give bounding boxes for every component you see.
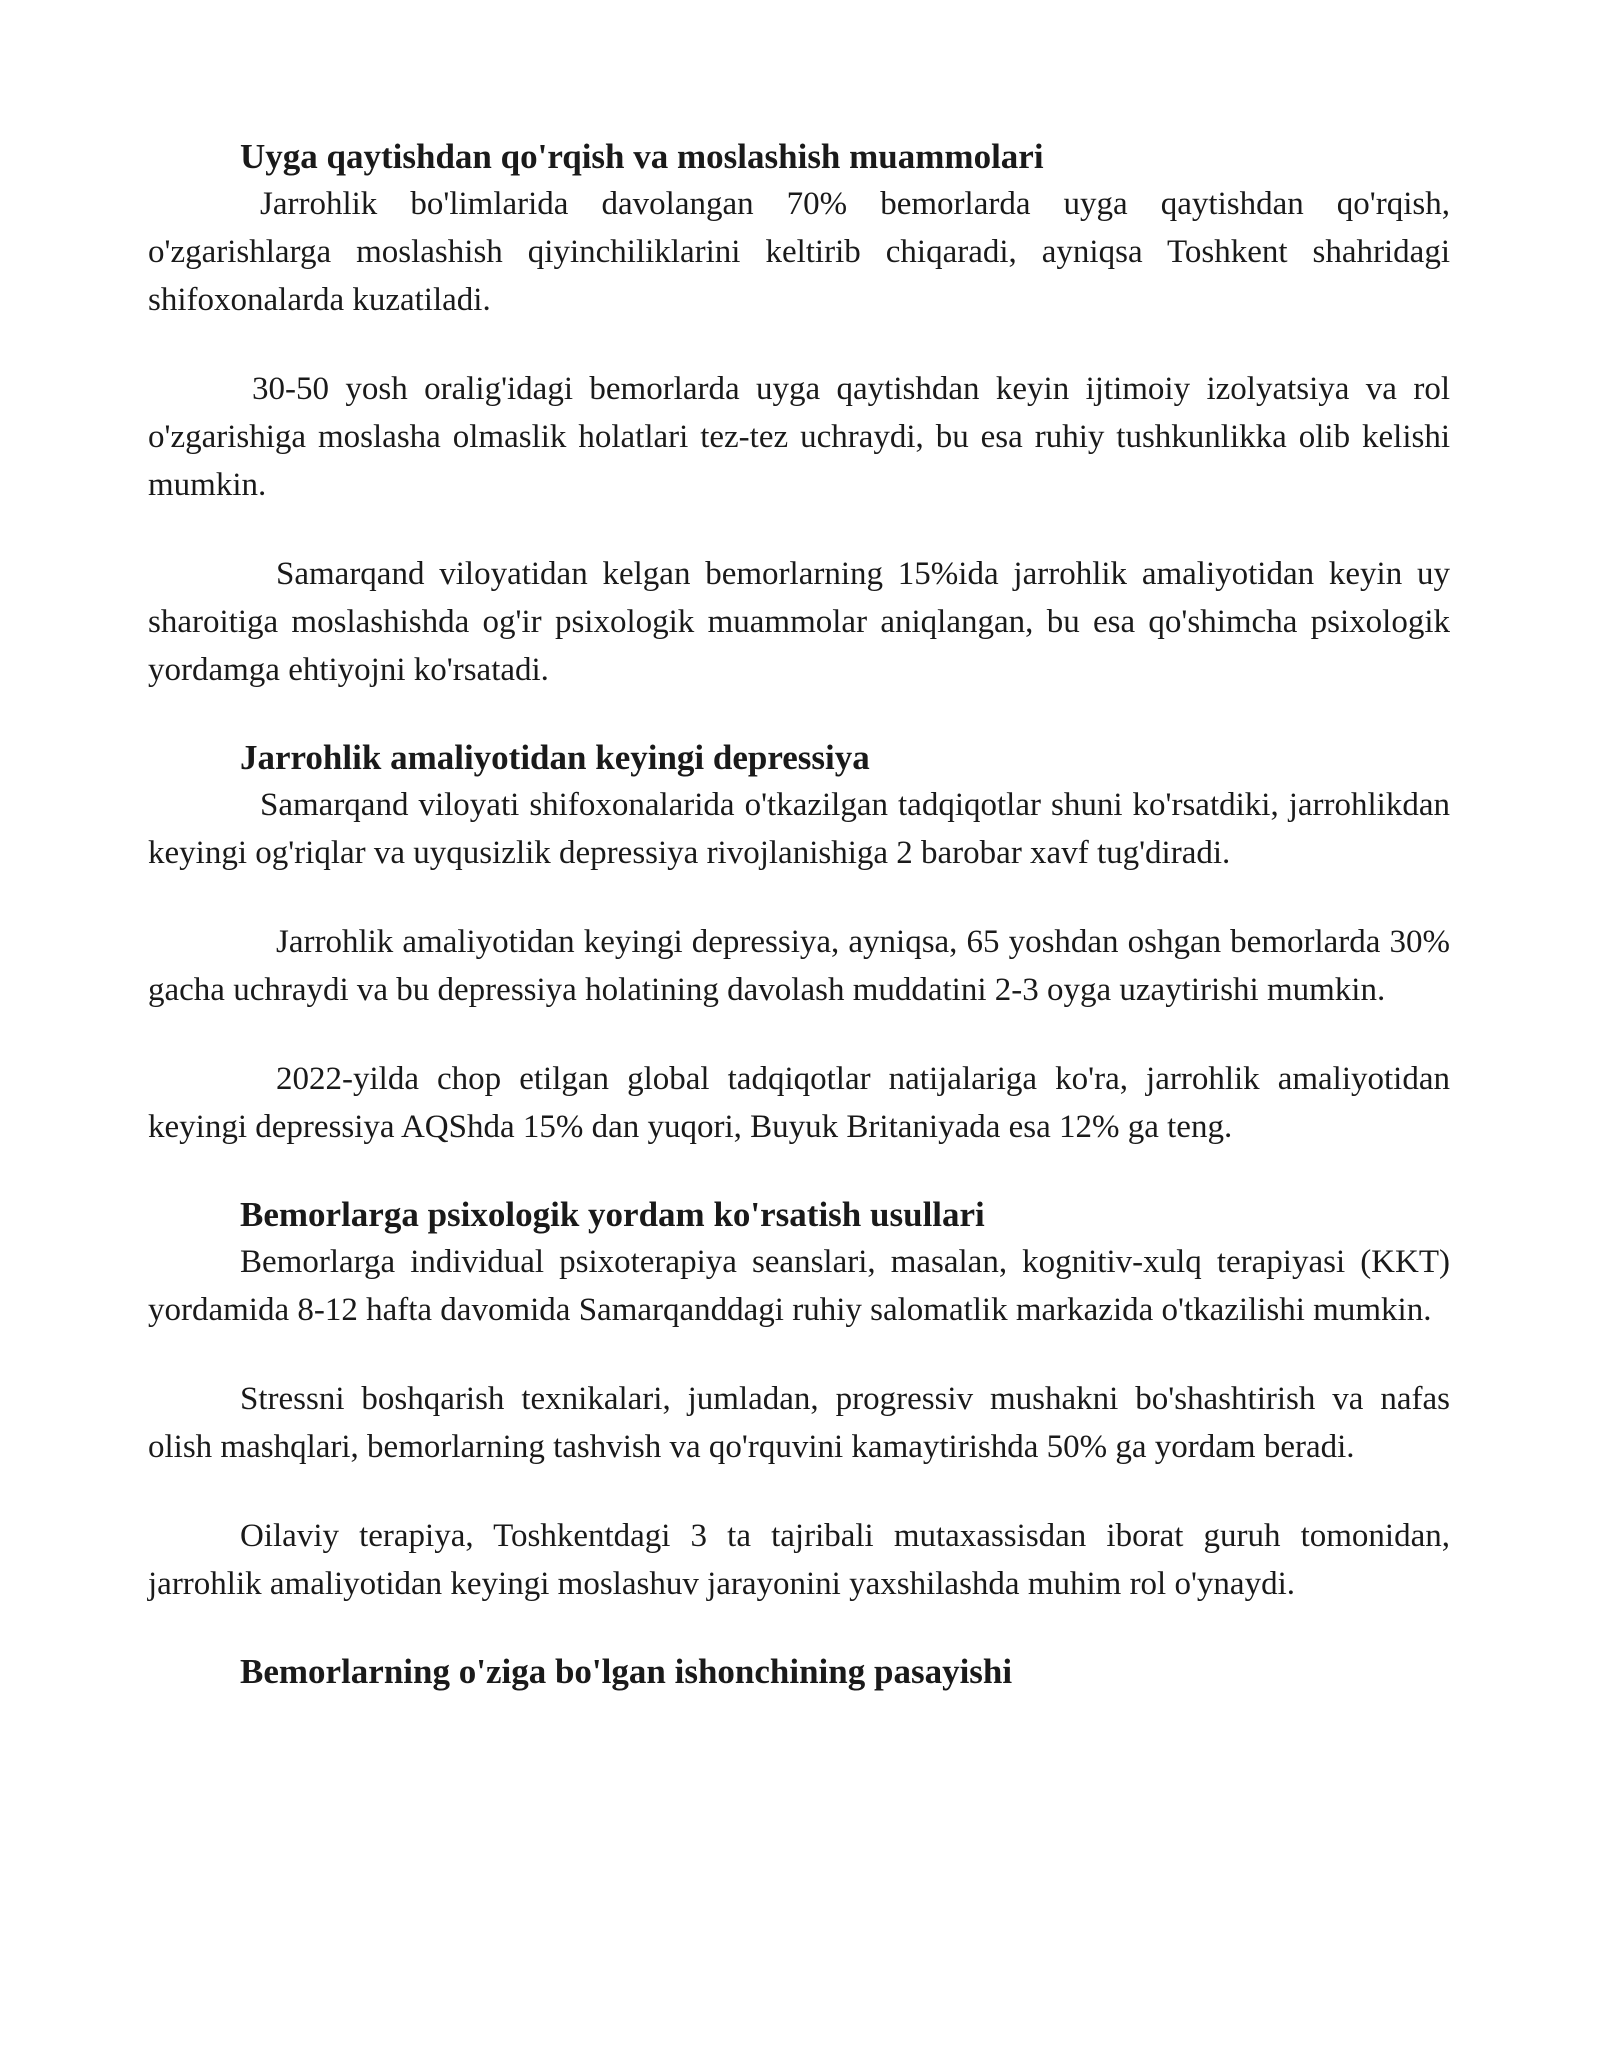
paragraph: Stressni boshqarish texnikalari, jumladan, progressiv mushakni bo'shashtirish va nafas olish mashqlari, bemorlarning tashvish va qo'rquvini kamaytirishda 50% ga yordam beradi. xyxy=(148,1381,1450,1465)
document-body xyxy=(148,134,1450,1695)
paragraph: Jarrohlik bo'limlarida davolangan 70% bemorlarda uyga qaytishdan qo'rqish, o'zgarishlarga moslashish qiyinchiliklarini keltirib chiqaradi, ayniqsa Toshkent shahridagi shifoxonalarda kuzatiladi. xyxy=(148,186,1450,318)
paragraph: Jarrohlik amaliyotidan keyingi depressiya, ayniqsa, 65 yoshdan oshgan bemorlarda 30% gacha uchraydi va bu depressiya holatining davolash muddatini 2-3 oyga uzaytirishi mumkin. xyxy=(148,924,1450,1008)
paragraph: Oilaviy terapiya, Toshkentdagi 3 ta tajribali mutaxassisdan iborat guruh tomonidan, jarrohlik amaliyotidan keyingi moslashuv jarayonini yaxshilashda muhim rol o'ynaydi. xyxy=(148,1518,1450,1602)
paragraph: Bemorlarga individual psixoterapiya seanslari, masalan, kognitiv-xulq terapiyasi (KKT) yordamida 8-12 hafta davomida Samarqanddagi ruhiy salomatlik markazida o'tkazilishi mumkin. xyxy=(148,1244,1450,1328)
paragraph: 2022-yilda chop etilgan global tadqiqotlar natijalariga ko'ra, jarrohlik amaliyotidan keyingi depressiya AQShda 15% dan yuqori, Buyuk Britaniyada esa 12% ga teng. xyxy=(148,1061,1450,1145)
section-heading: Bemorlarga psixologik yordam ko'rsatish usullari xyxy=(240,1195,985,1234)
section-heading: Bemorlarning o'ziga bo'lgan ishonchining pasayishi xyxy=(240,1652,1013,1691)
paragraph: 30-50 yosh oralig'idagi bemorlarda uyga qaytishdan keyin ijtimoiy izolyatsiya va rol o'zgarishiga moslasha olmaslik holatlari tez-tez uchraydi, bu esa ruhiy tushkunlikka olib kelishi mumkin. xyxy=(148,371,1450,503)
section-heading: Uyga qaytishdan qo'rqish va moslashish muammolari xyxy=(240,137,1044,176)
section-heading: Jarrohlik amaliyotidan keyingi depressiya xyxy=(240,738,870,777)
paragraph: Samarqand viloyatidan kelgan bemorlarning 15%ida jarrohlik amaliyotidan keyin uy sharoitiga moslashishda og'ir psixologik muammolar aniqlangan, bu esa qo'shimcha psixologik yordamga ehtiyojni ko'rsatadi. xyxy=(148,556,1450,688)
paragraph: Samarqand viloyati shifoxonalarida o'tkazilgan tadqiqotlar shuni ko'rsatdiki, jarrohlikdan keyingi og'riqlar va uyqusizlik depressiya rivojlanishiga 2 barobar xavf tug'diradi. xyxy=(148,787,1450,871)
